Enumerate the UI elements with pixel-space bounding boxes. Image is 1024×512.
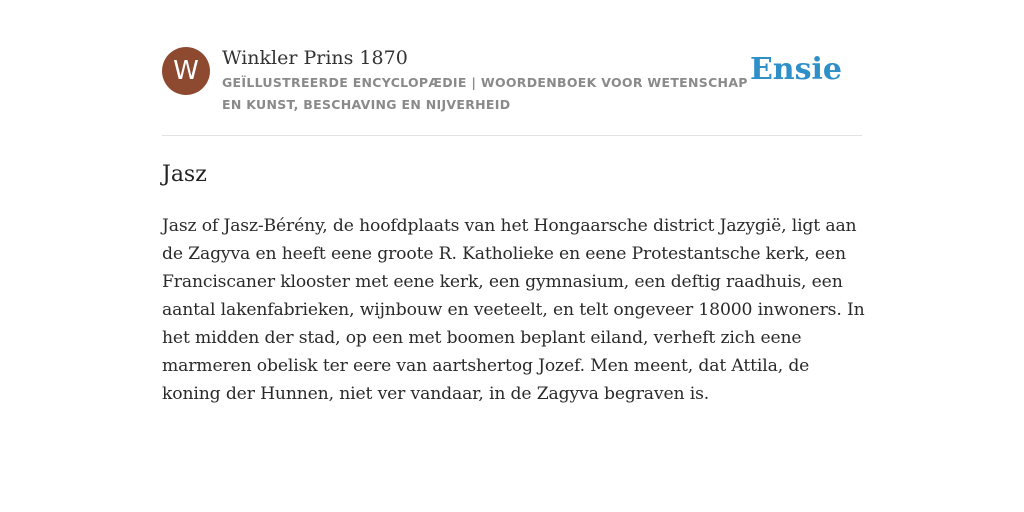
source-subtitle: GEÏLLUSTREERDE ENCYCLOPÆDIE | WOORDENBOEK VOOR WETENSCHAP EN KUNST, BESCHAVING EN NIJVERHEID — [222, 75, 748, 112]
source-header — [162, 46, 862, 116]
entry-title: Jasz — [162, 162, 207, 187]
entry-body: Jasz of Jasz-Bérény, de hoofdplaats van het Hongaarsche district Jazygië, ligt aan de Zagyva en heeft eene groote R. Katholieke en eene Protestantsche kerk, een Franciscaner klooster met eene kerk, een gymnasium, een deftig raadhuis, een aantal lakenfabrieken, wijnbouw en veeteelt, en telt ongeveer 18000 inwoners. In het midden der stad, op een met boomen beplant eiland, verheft zich eene marmeren obelisk ter eere van aartshertog Jozef. Men meent, dat Attila, de koning der Hunnen, niet ver vandaar, in de Zagyva begraven is. — [162, 216, 865, 404]
source-title[interactable]: Winkler Prins 1870 — [222, 47, 408, 69]
header-divider — [162, 135, 862, 136]
source-avatar[interactable]: W — [162, 47, 210, 95]
ensie-logo[interactable]: Ensie — [749, 52, 842, 87]
